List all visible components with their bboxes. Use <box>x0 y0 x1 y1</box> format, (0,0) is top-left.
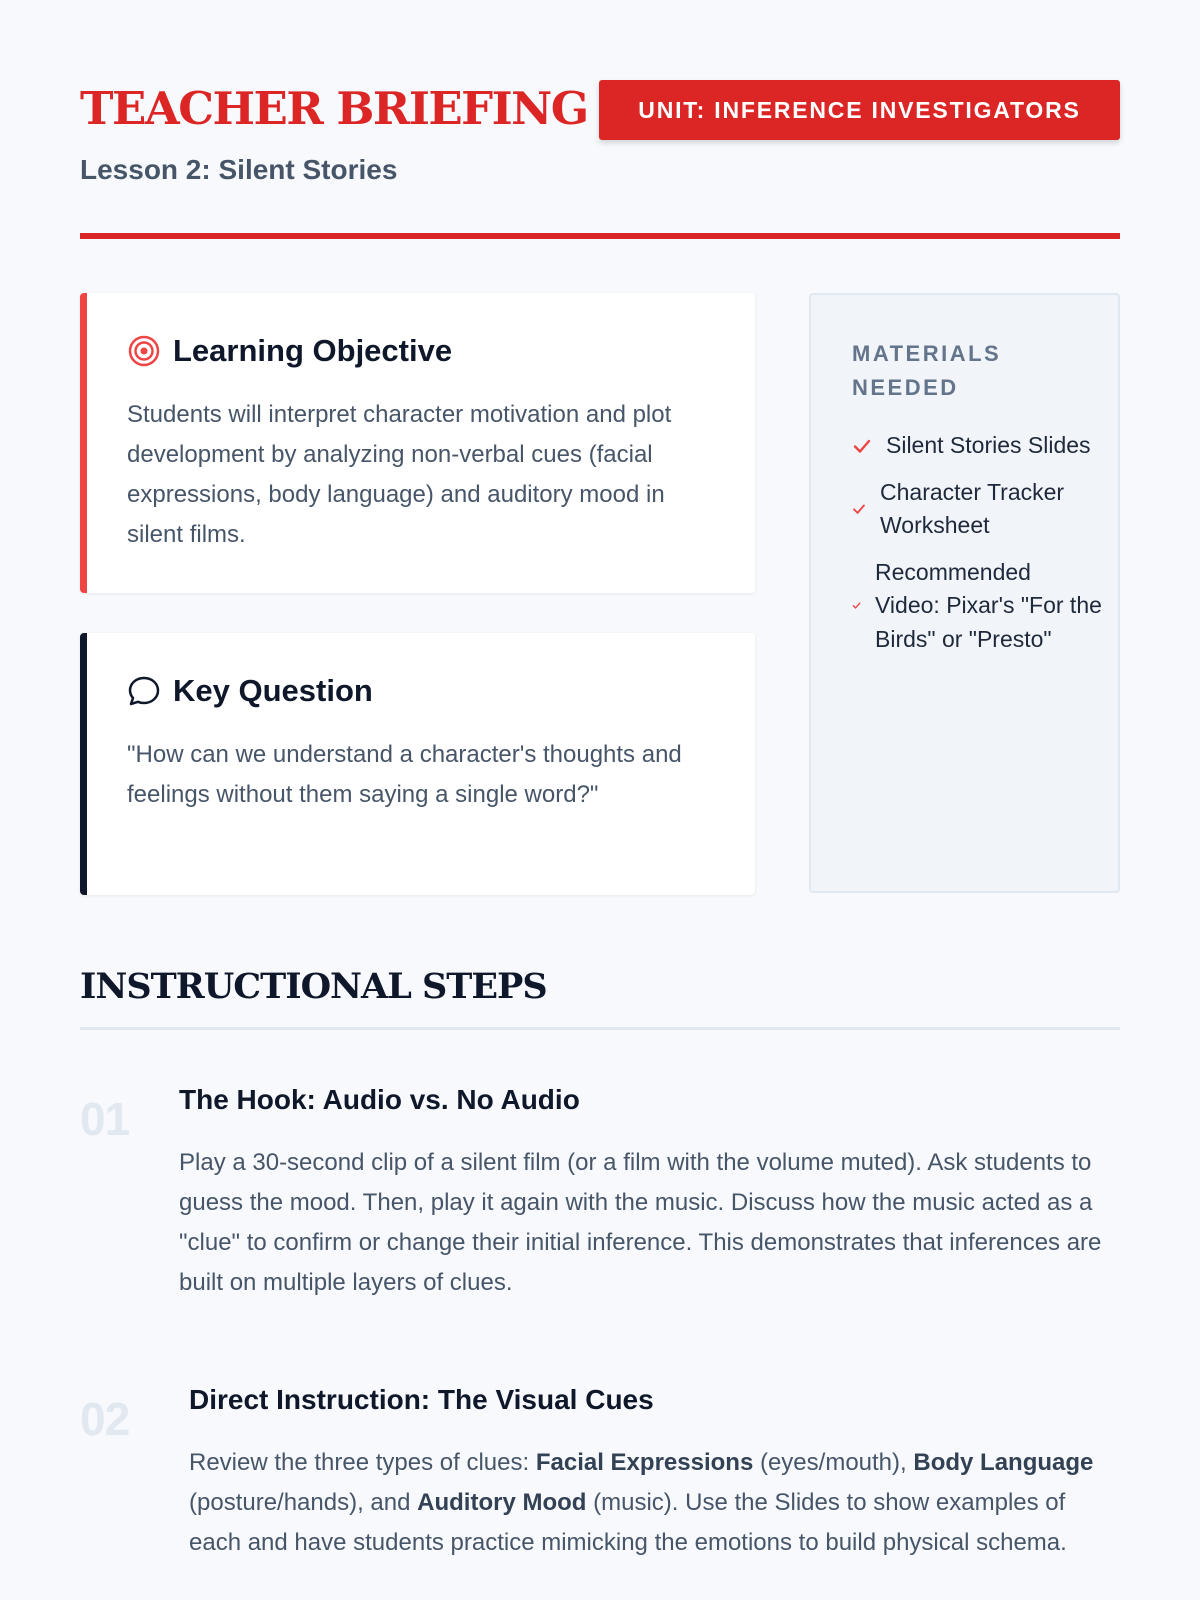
list-item <box>852 556 1102 657</box>
key-question-card <box>80 633 755 895</box>
key-question-header <box>127 673 373 709</box>
step-title: Direct Instruction: The Visual Cues <box>189 1384 654 1415</box>
step-text: (eyes/mouth), <box>753 1449 914 1476</box>
step-number: 02 <box>80 1393 130 1445</box>
checkmark-icon <box>852 436 872 456</box>
material-label: Recommended Video: Pixar's "For the Birds" or "Presto" <box>875 558 1102 652</box>
steps-divider <box>80 1027 1120 1030</box>
learning-objective-text: Students will interpret character motivation and plot development by analyzing non-verbal cues (facial expressions, body language) and auditory mood in silent films. <box>127 401 672 548</box>
clue-type-facial-expressions: Facial Expressions <box>535 1449 754 1476</box>
clue-type-auditory-mood: Auditory Mood <box>417 1489 587 1516</box>
header <box>80 80 1120 190</box>
instructional-steps-title: INSTRUCTIONAL STEPS <box>80 966 547 1007</box>
material-label: Character Tracker Worksheet <box>880 478 1065 538</box>
learning-objective-card <box>80 293 755 593</box>
material-label: Silent Stories Slides <box>886 432 1091 458</box>
learning-objective-header <box>127 333 452 369</box>
list-item <box>852 476 1102 543</box>
key-question-title: Key Question <box>173 673 373 708</box>
lesson-subtitle: Lesson 2: Silent Stories <box>80 154 398 185</box>
header-divider <box>80 233 1120 239</box>
materials-title: MATERIALS NEEDED <box>852 341 1002 400</box>
materials-panel <box>809 293 1120 893</box>
unit-badge: UNIT: INFERENCE INVESTIGATORS <box>599 80 1120 140</box>
step-text: (posture/hands), and <box>189 1489 418 1516</box>
step-title: The Hook: Audio vs. No Audio <box>179 1084 580 1115</box>
clue-type-body-language: Body Language <box>913 1449 1094 1476</box>
list-item <box>852 429 1102 463</box>
checkmark-icon <box>852 502 866 516</box>
step-description: Play a 30-second clip of a silent film (or a film with the volume muted). Ask students to guess the mood. Then, play it again with the music. Discuss how the music acted as a "clue" to confirm or change their initial inference. This demonstrates that inferences are built on multiple layers of clues. <box>179 1149 1102 1296</box>
key-question-text: "How can we understand a character's thoughts and feelings without them saying a single word?" <box>127 741 682 808</box>
step-text: (music). Use the Slides to show examples of each and have students practice mimicking the emotions to build physical schema. <box>189 1489 1067 1556</box>
materials-list <box>852 429 1102 669</box>
step-number: 01 <box>80 1093 130 1145</box>
learning-objective-title: Learning Objective <box>173 333 453 368</box>
step-text: Review the three types of clues: <box>189 1449 536 1476</box>
speech-bubble-icon <box>127 674 161 708</box>
step-description <box>189 1443 1120 1563</box>
checkmark-icon <box>852 601 861 610</box>
page-title: TEACHER BRIEFING <box>80 82 588 135</box>
target-icon <box>127 334 161 368</box>
